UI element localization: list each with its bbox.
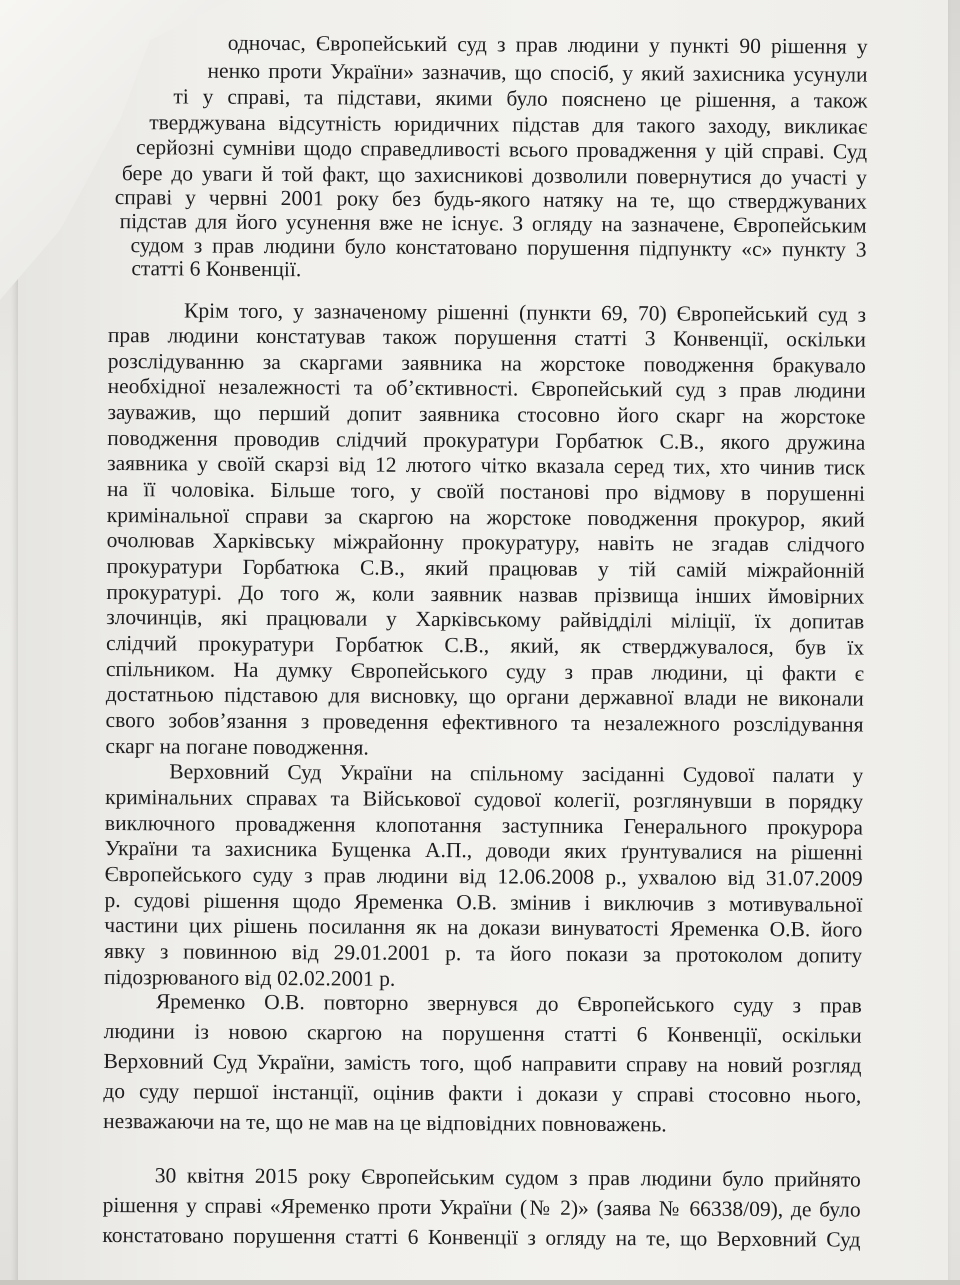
text-line: бере до уваги й той факт, що захисникові дозволили повернутися до участі у (121, 161, 868, 190)
text-line: статті 6 Конвенції. (131, 256, 302, 282)
text-line: України та захисника Бущенка А.П., доводи яких ґрунтувалися на рішенні (104, 835, 863, 865)
text-line: підозрюваного від 02.02.2001 р. (103, 964, 396, 991)
text-line: одночас, Європейський суд з прав людини у пункті 90 рішення у (227, 30, 868, 59)
text-line: підстав для його усунення вже не існує. З огляду на зазначене, Європейським (119, 209, 867, 238)
text-line: поводження проводив слідчий прокуратури Горбатюк С.В., якого дружина (107, 425, 866, 455)
text-line: достатньою підставою для висновку, що органи державної влади не виконали (105, 681, 864, 711)
text-line: скарг на погане поводження. (105, 733, 369, 760)
text-line: виключного провадження клопотання заступника Генерального прокурора (104, 810, 864, 840)
text-line: тверджувана відсутність юридичних підстав для такого заходу, викликає (149, 110, 868, 139)
text-line: спільником. На думку Європейського суду з прав людини, ці факти є (105, 656, 864, 686)
text-line: до суду першої інстанції, оцінив факти і докази у справі стосовно нього, (103, 1078, 862, 1108)
text-line: слідчий прокуратури Горбатюк С.В., який, як стверджувалося, був їх (105, 630, 865, 660)
text-line: злочинців, які працювали у Харківському райвідділі міліції, їх допитав (106, 604, 865, 634)
text-line: зауважив, що перший допит заявника стосовно його скарг на жорстоке (107, 399, 866, 429)
text-line: рішення у справі «Яременко проти України (№ 2)» (заява № 66338/09), де було (102, 1192, 861, 1222)
text-line: свого зобов’язання з проведення ефективного та незалежного розслідування (105, 707, 864, 737)
text-line: людини із новою скаргою на порушення статті 6 Конвенції, оскільки (103, 1018, 862, 1048)
document-text-bottom (102, 0, 870, 1285)
text-line: частини цих рішень посилання як на докази винуватості Яременка О.В. його (104, 912, 863, 942)
text-line: на її чоловіка. Більше того, у своїй постанові про відмову в порушенні (106, 476, 866, 506)
text-line: необхідної незалежності та об’єктивності. Європейський суд з прав людини (107, 373, 866, 403)
text-line: ті у справі, та підстави, якими було пояснено це рішення, а також (173, 84, 868, 113)
text-line: судом з прав людини було констатовано порушення підпункту «с» пункту 3 (130, 233, 867, 262)
text-line: розслідуванню за скаргами заявника на жорстоке поводження бракувало (107, 348, 866, 378)
text-line: явку з повинною від 29.01.2001 р. та його покази за протоколом допиту (104, 938, 863, 968)
text-line: справі у червні 2001 року без будь-якого натяку на те, що стверджуваних (114, 185, 867, 214)
text-line: констатовано порушення статті 6 Конвенції з огляду на те, що Верховний Суд (102, 1222, 861, 1252)
text-line: прокуратури Горбатюка С.В., який працював у тій самій міжрайонній (106, 553, 865, 583)
text-line: кримінальної справи за скаргою на жорстоке поводження прокурор, який (106, 502, 865, 532)
text-line: Європейського суду з прав людини від 12.06.2008 р., ухвалою від 31.07.2009 (104, 861, 863, 891)
text-line: Крім того, у зазначеному рішенні (пункти 69, 70) Європейський суд з (184, 298, 867, 327)
text-line: прокуратурі. До того ж, коли заявник назвав прізвища інших ймовірних (106, 579, 865, 609)
text-line: р. судові рішення щодо Яременка О.В. змінив і виключив з мотивувальної (104, 887, 863, 917)
text-line: кримінальних справах та Військової судової колегії, розглянувши в порядку (105, 784, 864, 814)
text-line: незважаючи на те, що не мав на це відповідних повноважень. (103, 1108, 667, 1137)
text-line: серйозні сумніви щодо справедливості всього провадження у цій справі. Суд (136, 135, 868, 164)
text-line: прав людини констатував також порушення статті 3 Конвенції, оскільки (107, 322, 867, 352)
text-line: 30 квітня 2015 року Європейським судом з прав людини було прийнято (154, 1163, 861, 1192)
text-line: Верховний Суд України на спільному засіданні Судової палати у (169, 759, 864, 788)
text-line: Яременко О.В. повторно звернувся до Європейського суду з прав (155, 989, 862, 1018)
text-line: заявника у своїй скарзі від 12 лютого чітко вказала серед тих, хто чинив тиск (107, 450, 866, 480)
text-line: Верховний Суд України, замість того, щоб направити справу на новий розгляд (103, 1048, 862, 1078)
text-line: ненко проти України» зазначив, що спосіб, у який захисника усунули (207, 58, 868, 87)
text-line: очолював Харківську міжрайонну прокуратуру, навіть не згадав слідчого (106, 527, 865, 557)
